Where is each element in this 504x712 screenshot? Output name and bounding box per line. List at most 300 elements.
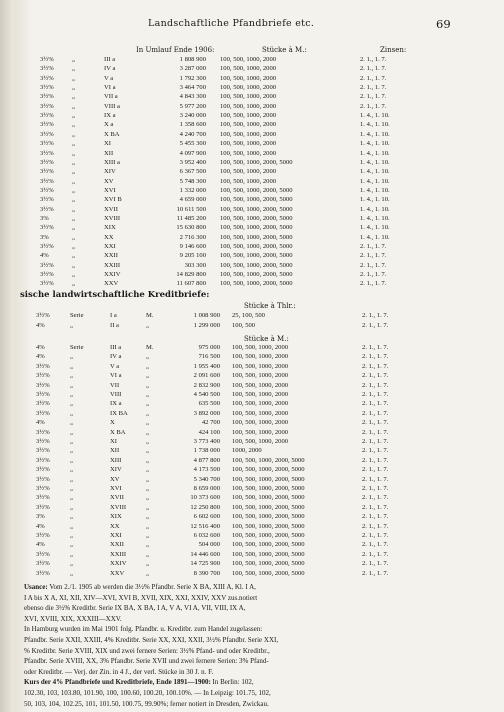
series-cell: VI a — [104, 84, 116, 92]
interest-dates-cell: 2. 1., 1. 7. — [360, 243, 387, 250]
interest-dates-cell: 1. 4., 1. 10. — [360, 149, 390, 157]
interest-dates-cell: 2. 1., 1. 7. — [362, 550, 389, 558]
rate-cell: 3½% — [36, 569, 50, 577]
amount-cell: 504 000 — [198, 541, 220, 549]
denominations-cell: 100, 500, 1000, 2000 — [232, 362, 289, 370]
interest-dates-cell: 2. 1., 1. 7. — [362, 513, 389, 521]
interest-dates-cell: 2. 1., 1. 7. — [362, 312, 389, 319]
interest-dates-cell: 2. 1., 1. 7. — [360, 65, 387, 73]
currency-cell: „ — [146, 428, 149, 436]
rate-cell: 3½% — [36, 381, 50, 389]
interest-dates-cell: 2. 1., 1. 7. — [360, 280, 387, 288]
amount-cell: 42 700 — [201, 419, 220, 427]
rate-cell: 3½% — [36, 362, 50, 370]
note-line — [24, 688, 484, 699]
ditto-cell: „ — [72, 158, 75, 166]
denominations-cell: 100, 500, 1000, 2000, 5000 — [232, 485, 305, 492]
currency-cell: „ — [146, 569, 149, 577]
currency-cell: „ — [146, 438, 149, 445]
ditto-cell: „ — [72, 93, 75, 101]
ditto-cell: „ — [72, 65, 75, 73]
series-cell: XV — [110, 475, 120, 483]
interest-dates-cell: 2. 1., 1. 7. — [362, 560, 389, 568]
denominations-cell: 100, 500, 1000, 2000, 5000 — [220, 280, 293, 288]
serie-cell: Serie — [70, 312, 84, 319]
interest-dates-cell: 1. 4., 1. 10. — [360, 140, 390, 148]
amount-cell: 1 008 900 — [193, 312, 220, 319]
running-header — [0, 18, 504, 32]
rate-cell: 3½% — [36, 372, 50, 380]
ditto-cell: „ — [72, 280, 75, 288]
note-text: 50, 103, 104, 102.25, 101, 101.50, 100.75, 99.90%; ferner notiert in Dresden, Zwickau. — [24, 699, 269, 708]
rate-cell: 3½% — [40, 224, 54, 232]
series-cell: XVI — [104, 186, 116, 194]
denominations-cell: 100, 500, 1000, 2000 — [220, 56, 277, 63]
serie-cell: „ — [70, 503, 73, 511]
denominations-cell: 100, 500, 1000, 2000 — [232, 438, 289, 445]
note-line — [24, 656, 484, 667]
denominations-cell: 100, 500, 1000, 2000 — [232, 372, 289, 380]
amount-cell: 4 843 300 — [179, 93, 206, 101]
series-cell: XVI B — [104, 196, 122, 204]
note-text: In Berlin: 102, — [210, 678, 254, 687]
interest-dates-cell: 1. 4., 1. 10. — [360, 158, 390, 166]
section-heading: sische landwirtschaftliche Kreditbriefe: — [20, 290, 210, 300]
interest-dates-cell: 2. 1., 1. 7. — [362, 447, 389, 455]
amount-cell: 1 792 300 — [179, 74, 206, 82]
ditto-cell: „ — [72, 177, 75, 185]
currency-cell: „ — [146, 475, 149, 483]
col-head-stuecke: Stücke à M.: — [262, 46, 307, 54]
rate-cell: 3½% — [40, 168, 54, 176]
denominations-cell: 100, 500, 1000, 2000 — [232, 344, 289, 351]
denominations-cell: 100, 500, 1000, 2000 — [220, 168, 277, 176]
rate-cell: 3½% — [40, 158, 54, 166]
series-cell: XVIII — [104, 214, 121, 222]
interest-dates-cell: 1. 4., 1. 10. — [360, 205, 390, 213]
series-cell: X BA — [110, 428, 126, 436]
note-text: I A bis X A, XI, XII, XIV—XVI, XVI B, XVII, XIX, XXI, XXIV, XXV zus.notiert — [24, 593, 258, 602]
series-cell: XVII — [110, 494, 124, 502]
ditto-cell: „ — [72, 149, 75, 157]
rate-cell: 4% — [36, 522, 45, 530]
interest-dates-cell: 2. 1., 1. 7. — [362, 391, 389, 398]
note-line — [24, 635, 484, 646]
amount-cell: 4 659 000 — [179, 196, 206, 204]
amount-cell: 3 287 000 — [179, 65, 206, 73]
interest-dates-cell: 2. 1., 1. 7. — [362, 569, 389, 577]
denominations-cell: 100, 500, 1000, 2000, 5000 — [232, 522, 305, 530]
denominations-cell: 100, 500, 1000, 2000 — [232, 391, 289, 398]
interest-dates-cell: 1. 4., 1. 10. — [360, 130, 390, 138]
denominations-cell: 100, 500, 1000, 2000 — [220, 102, 277, 110]
rate-cell: 4% — [36, 322, 45, 329]
note-bold: Usance: — [24, 583, 48, 591]
rate-cell: 3% — [40, 214, 49, 222]
rate-cell: 3½% — [40, 65, 54, 73]
denominations-cell: 100, 500, 1000, 2000, 5000 — [220, 233, 293, 241]
amount-cell: 8 390 700 — [193, 569, 220, 577]
denominations-cell: 100, 500, 1000, 2000 — [220, 177, 277, 185]
table-row — [0, 322, 504, 333]
serie-cell: „ — [70, 353, 73, 361]
note-line — [24, 593, 484, 604]
rate-cell: 3½% — [36, 447, 50, 455]
interest-dates-cell: 2. 1., 1. 7. — [362, 428, 389, 436]
ditto-cell: „ — [72, 214, 75, 222]
denominations-cell: 100, 500, 1000, 2000, 5000 — [232, 513, 305, 521]
series-cell: XIV — [104, 168, 116, 176]
ditto-cell: „ — [72, 112, 75, 120]
series-cell: III a — [104, 56, 116, 63]
amount-cell: 1 332 000 — [179, 186, 206, 194]
series-cell: XVIII — [110, 503, 127, 511]
series-cell: IX a — [104, 112, 116, 120]
series-cell: XX — [110, 522, 120, 530]
series-cell: VI a — [110, 372, 122, 380]
note-text: ebenso die 3½% Kreditbr. Serie IX BA, X BA, I A, V A, VI A, VII, VIII, IX A, — [24, 604, 246, 613]
serie-cell: „ — [70, 513, 73, 521]
series-cell: VIII a — [104, 102, 120, 110]
interest-dates-cell: 2. 1., 1. 7. — [362, 419, 389, 427]
currency-cell: „ — [146, 353, 149, 361]
serie-cell: „ — [70, 466, 73, 474]
amount-cell: 10 373 600 — [190, 494, 220, 502]
note-text: % Kreditbr. Serie XVIII, XIX und zwei fernere Serien: 3½% Pfand- und oder Kreditbr., — [24, 646, 270, 655]
amount-cell: 4 240 700 — [179, 130, 206, 138]
serie-cell: „ — [70, 494, 73, 502]
amount-cell: 2 716 300 — [179, 233, 206, 241]
amount-cell: 4 097 900 — [179, 149, 206, 157]
rate-cell: 3% — [36, 513, 45, 521]
amount-cell: 424 100 — [198, 428, 220, 436]
currency-cell: „ — [146, 400, 149, 408]
rate-cell: 3½% — [36, 400, 50, 408]
currency-cell: „ — [146, 322, 149, 329]
interest-dates-cell: 2. 1., 1. 7. — [362, 494, 389, 502]
amount-cell: 6 032 600 — [193, 532, 220, 539]
rate-cell: 3½% — [40, 243, 54, 250]
interest-dates-cell: 2. 1., 1. 7. — [360, 74, 387, 82]
series-cell: XX — [104, 233, 114, 241]
denominations-cell: 100, 500, 1000, 2000 — [232, 419, 289, 427]
serie-cell: „ — [70, 391, 73, 398]
currency-cell: „ — [146, 532, 149, 539]
note-text: oder Kreditbr. — Verj. der Zin. in 4 J., der verl. Stücke in 30 J. n. F. — [24, 667, 214, 676]
ditto-cell: „ — [72, 84, 75, 92]
amount-cell: 12 250 800 — [190, 503, 220, 511]
denominations-cell: 100, 500, 1000, 2000 — [232, 400, 289, 408]
rate-cell: 3½% — [40, 84, 54, 92]
series-cell: II a — [110, 322, 119, 329]
interest-dates-cell: 2. 1., 1. 7. — [362, 353, 389, 361]
denominations-cell: 100, 500, 1000, 2000, 5000 — [220, 243, 293, 250]
series-cell: III a — [110, 344, 122, 351]
rate-cell: 3½% — [40, 112, 54, 120]
currency-cell: „ — [146, 513, 149, 521]
amount-cell: 3 240 000 — [179, 112, 206, 120]
series-cell: I a — [110, 312, 117, 319]
amount-cell: 5 977 200 — [179, 102, 206, 110]
interest-dates-cell: 2. 1., 1. 7. — [362, 344, 389, 351]
series-cell: XV — [104, 177, 114, 185]
rate-cell: 3½% — [36, 532, 50, 539]
rate-cell: 3½% — [40, 177, 54, 185]
series-cell: X — [110, 419, 115, 427]
ditto-cell: „ — [72, 56, 75, 63]
serie-cell: „ — [70, 409, 73, 417]
denominations-cell: 100, 500, 1000, 2000 — [220, 84, 277, 92]
series-cell: V a — [110, 362, 120, 370]
serie-cell: „ — [70, 428, 73, 436]
rate-cell: 3½% — [40, 56, 54, 63]
note-line — [24, 699, 484, 710]
series-cell: XXV — [110, 569, 125, 577]
serie-cell: „ — [70, 532, 73, 539]
amount-cell: 3 952 400 — [179, 158, 206, 166]
interest-dates-cell: 2. 1., 1. 7. — [360, 56, 387, 63]
denominations-cell: 100, 500, 1000, 2000, 5000 — [220, 271, 293, 279]
page-number: 69 — [436, 17, 451, 31]
serie-cell: „ — [70, 569, 73, 577]
rate-cell: 3½% — [36, 409, 50, 417]
serie-cell: „ — [70, 550, 73, 558]
ditto-cell: „ — [72, 271, 75, 279]
interest-dates-cell: 2. 1., 1. 7. — [360, 102, 387, 110]
amount-cell: 5 340 700 — [193, 475, 220, 483]
amount-cell: 975 000 — [198, 344, 220, 351]
series-cell: XXII — [110, 541, 124, 549]
series-cell: X a — [104, 121, 114, 129]
rate-cell: 4% — [36, 419, 45, 427]
denominations-cell: 100, 500, 1000, 2000, 5000 — [232, 541, 305, 549]
amount-cell: 1 955 400 — [193, 362, 220, 370]
series-cell: XIX — [110, 513, 122, 521]
interest-dates-cell: 2. 1., 1. 7. — [362, 400, 389, 408]
note-line — [24, 603, 484, 614]
ditto-cell: „ — [72, 205, 75, 213]
rate-cell: 3½% — [36, 312, 50, 319]
amount-cell: 4 877 800 — [193, 456, 220, 464]
serie-cell: „ — [70, 381, 73, 389]
rate-cell: 3½% — [36, 550, 50, 558]
currency-cell: M. — [146, 344, 154, 351]
interest-dates-cell: 2. 1., 1. 7. — [360, 271, 387, 279]
ditto-cell: „ — [72, 243, 75, 250]
serie-cell: „ — [70, 372, 73, 380]
interest-dates-cell: 2. 1., 1. 7. — [362, 485, 389, 492]
interest-dates-cell: 2. 1., 1. 7. — [360, 84, 387, 92]
series-cell: X BA — [104, 130, 120, 138]
interest-dates-cell: 2. 1., 1. 7. — [362, 362, 389, 370]
rate-cell: 3½% — [40, 205, 54, 213]
denominations-cell: 100, 500, 1000, 2000, 5000 — [232, 569, 305, 577]
serie-cell: „ — [70, 560, 73, 568]
denominations-cell: 100, 500, 1000, 2000, 5000 — [232, 503, 305, 511]
ditto-cell: „ — [72, 224, 75, 232]
amount-cell: 2 832 900 — [193, 381, 220, 389]
amount-cell: 9 205 100 — [179, 252, 206, 260]
currency-cell: „ — [146, 541, 149, 549]
denominations-cell: 100, 500, 1000, 2000, 5000 — [220, 158, 293, 166]
currency-cell: „ — [146, 550, 149, 558]
ditto-cell: „ — [72, 74, 75, 82]
rate-cell: 3½% — [40, 74, 54, 82]
currency-cell: „ — [146, 456, 149, 464]
rate-cell: 3½% — [36, 456, 50, 464]
amount-cell: 3 892 000 — [193, 409, 220, 417]
amount-cell: 6 602 600 — [193, 513, 220, 521]
rate-cell: 4% — [36, 344, 45, 351]
interest-dates-cell: 1. 4., 1. 10. — [360, 186, 390, 194]
rate-cell: 3½% — [36, 494, 50, 502]
rate-cell: 3½% — [36, 485, 50, 492]
denominations-cell: 100, 500, 1000, 2000, 5000 — [220, 261, 293, 269]
denominations-cell: 100, 500, 1000, 2000, 5000 — [232, 550, 305, 558]
note-line — [24, 646, 484, 657]
currency-cell: „ — [146, 409, 149, 417]
note-line — [24, 582, 484, 593]
rate-cell: 3½% — [36, 428, 50, 436]
rate-cell: 3½% — [36, 466, 50, 474]
currency-cell: „ — [146, 494, 149, 502]
amount-cell: 11 607 800 — [176, 280, 206, 288]
currency-cell: „ — [146, 447, 149, 455]
interest-dates-cell: 1. 4., 1. 10. — [360, 112, 390, 120]
denominations-cell: 100, 500, 1000, 2000 — [220, 112, 277, 120]
denominations-cell: 100, 500, 1000, 2000 — [220, 121, 277, 129]
series-cell: XII — [104, 149, 114, 157]
rate-cell: 3½% — [40, 186, 54, 194]
rate-cell: 3½% — [40, 121, 54, 129]
rate-cell: 3½% — [36, 438, 50, 445]
col-head-zinsen: Zinsen: — [380, 46, 407, 54]
series-cell: XVII — [104, 205, 118, 213]
interest-dates-cell: 1. 4., 1. 10. — [360, 121, 390, 129]
series-cell: IV a — [110, 353, 122, 361]
interest-dates-cell: 2. 1., 1. 7. — [362, 409, 389, 417]
note-text: Pfandbr. Serie XXII, XXIII, 4% Kreditbr. Serie XX, XXI, XXII, 3½% Pfandbr. Serie XXI, — [24, 635, 279, 644]
interest-dates-cell: 2. 1., 1. 7. — [362, 541, 389, 549]
rate-cell: 3½% — [40, 93, 54, 101]
serie-cell: „ — [70, 456, 73, 464]
rate-cell: 3½% — [40, 130, 54, 138]
interest-dates-cell: 1. 4., 1. 10. — [360, 168, 390, 176]
series-cell: XI — [110, 438, 117, 445]
ditto-cell: „ — [72, 130, 75, 138]
interest-dates-cell: 2. 1., 1. 7. — [362, 475, 389, 483]
amount-cell: 9 146 600 — [179, 243, 206, 250]
ditto-cell: „ — [72, 168, 75, 176]
serie-cell: „ — [70, 400, 73, 408]
serie-cell: „ — [70, 485, 73, 492]
ditto-cell: „ — [72, 252, 75, 260]
currency-cell: „ — [146, 560, 149, 568]
interest-dates-cell: 2. 1., 1. 7. — [362, 466, 389, 474]
currency-cell: M. — [146, 312, 154, 319]
serie-cell: „ — [70, 322, 73, 329]
currency-cell: „ — [146, 485, 149, 492]
denominations-cell: 100, 500, 1000, 2000 — [232, 381, 289, 389]
denominations-cell: 100, 500, 1000, 2000, 5000 — [220, 196, 293, 204]
rate-cell: 3½% — [40, 261, 54, 269]
amount-cell: 10 611 500 — [176, 205, 206, 213]
interest-dates-cell: 1. 4., 1. 10. — [360, 233, 390, 241]
series-cell: XXIV — [104, 271, 121, 279]
denominations-cell: 100, 500, 1000, 2000 — [232, 428, 289, 436]
serie-cell: „ — [70, 419, 73, 427]
denominations-cell: 100, 500, 1000, 2000, 5000 — [232, 494, 305, 502]
col-head-stuecke-m: Stücke à M.: — [244, 335, 289, 343]
currency-cell: „ — [146, 391, 149, 398]
note-line — [24, 614, 484, 625]
denominations-cell: 100, 500, 1000, 2000, 5000 — [232, 475, 305, 483]
rate-cell: 3½% — [40, 102, 54, 110]
note-text: XVI, XVIII, XIX, XXXIII—XXV. — [24, 614, 122, 623]
series-cell: XXII — [104, 252, 118, 260]
note-text: Pfandbr. Serie XVIII, XX, 3% Pfandbr. Serie XVII und zwei fernere Serien: 3% Pfand- — [24, 657, 269, 666]
ditto-cell: „ — [72, 196, 75, 204]
note-line — [24, 624, 484, 635]
rate-cell: 3% — [40, 233, 49, 241]
amount-cell: 1 299 000 — [193, 322, 220, 329]
amount-cell: 3 464 700 — [179, 84, 206, 92]
series-cell: XII — [110, 447, 120, 455]
note-text: In Hamburg wurden im Mai 1901 folg. Pfandbr. u. Kreditbr. zum Handel zugelassen: — [24, 625, 263, 634]
denominations-cell: 100, 500 — [232, 322, 256, 329]
rate-cell: 3½% — [36, 560, 50, 568]
note-text: 102.30, 103, 103.80, 101.90, 100, 100.60, 100.20, 100.10%. — In Leipzig: 101.75, 102, — [24, 688, 271, 697]
series-cell: XXIII — [110, 550, 127, 558]
denominations-cell: 100, 500, 1000, 2000, 5000 — [232, 456, 305, 464]
serie-cell: „ — [70, 541, 73, 549]
interest-dates-cell: 2. 1., 1. 7. — [362, 381, 389, 389]
denominations-cell: 100, 500, 1000, 2000, 5000 — [220, 205, 293, 213]
series-cell: XXV — [104, 280, 119, 288]
amount-cell: 11 485 200 — [176, 214, 206, 222]
table-row — [0, 570, 504, 581]
rate-cell: 3½% — [40, 196, 54, 204]
amount-cell: 3 773 400 — [193, 438, 220, 445]
denominations-cell: 100, 500, 1000, 2000 — [232, 353, 289, 361]
denominations-cell: 100, 500, 1000, 2000, 5000 — [232, 466, 305, 474]
rate-cell: 3½% — [40, 140, 54, 148]
interest-dates-cell: 2. 1., 1. 7. — [362, 372, 389, 380]
currency-cell: „ — [146, 372, 149, 380]
serie-cell: „ — [70, 447, 73, 455]
interest-dates-cell: 2. 1., 1. 7. — [360, 261, 387, 269]
rate-cell: 3½% — [36, 391, 50, 398]
denominations-cell: 100, 500, 1000, 2000, 5000 — [232, 532, 305, 539]
amount-cell: 14 725 900 — [190, 560, 220, 568]
currency-cell: „ — [146, 362, 149, 370]
interest-dates-cell: 2. 1., 1. 7. — [362, 503, 389, 511]
series-cell: XIII — [110, 456, 122, 464]
series-cell: XXIII — [104, 261, 121, 269]
interest-dates-cell: 2. 1., 1. 7. — [362, 532, 389, 539]
denominations-cell: 100, 500, 1000, 2000, 5000 — [220, 186, 293, 194]
denominations-cell: 100, 500, 1000, 2000, 5000 — [220, 252, 293, 260]
series-cell: XIX — [104, 224, 116, 232]
interest-dates-cell: 1. 4., 1. 10. — [360, 224, 390, 232]
amount-cell: 14 829 800 — [176, 271, 206, 279]
denominations-cell: 100, 500, 1000, 2000 — [220, 93, 277, 101]
denominations-cell: 100, 500, 1000, 2000 — [220, 74, 277, 82]
serie-cell: Serie — [70, 344, 84, 351]
amount-cell: 12 516 400 — [190, 522, 220, 530]
note-line — [24, 677, 484, 688]
denominations-cell: 100, 500, 1000, 2000 — [220, 65, 277, 73]
